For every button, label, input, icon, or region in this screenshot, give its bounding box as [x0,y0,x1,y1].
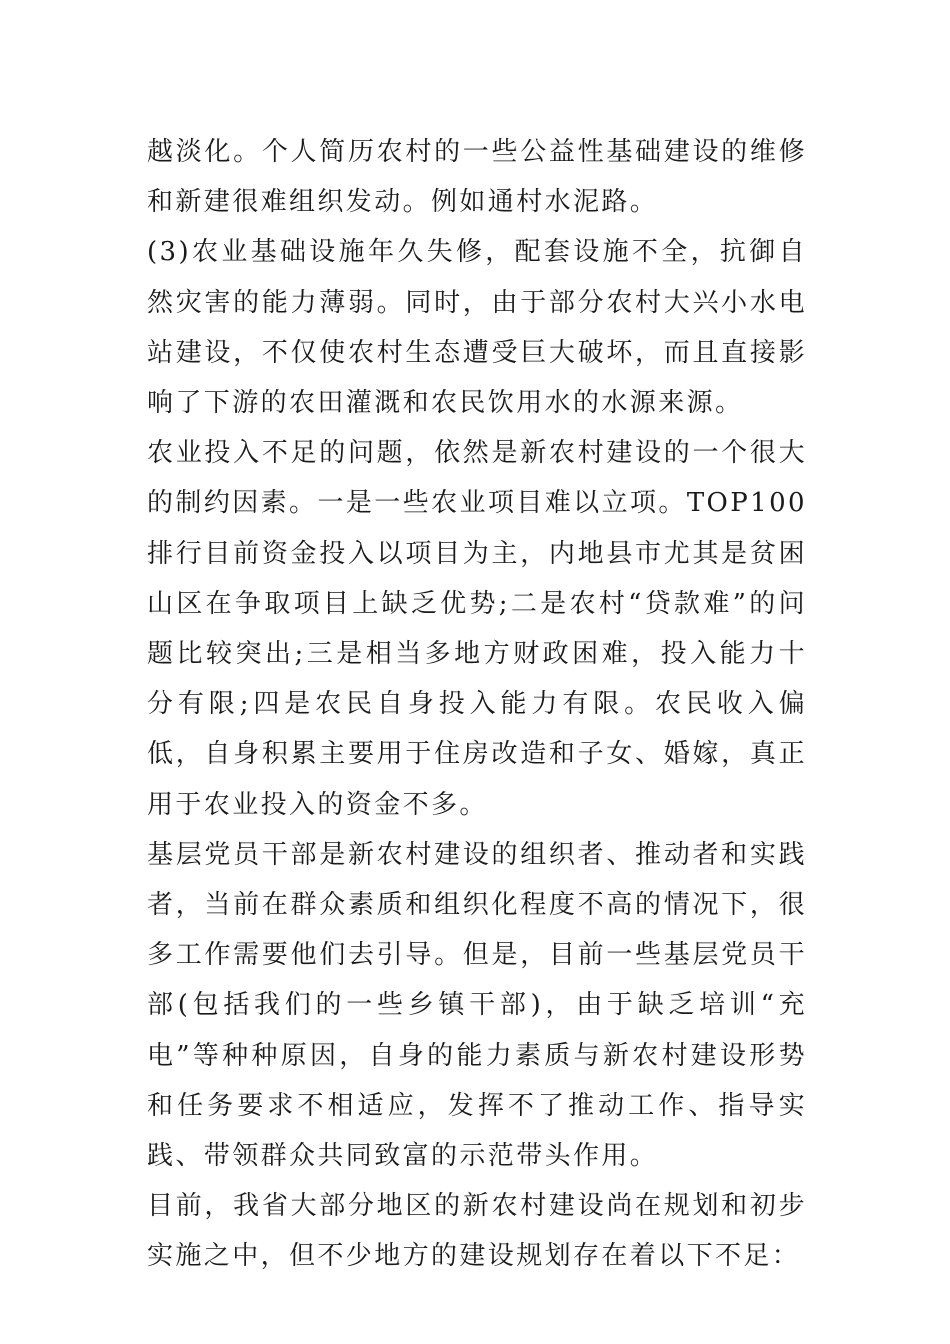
document-body [147,127,807,1282]
paragraph: 目前，我省大部分地区的新农村建设尚在规划和初步实施之中，但不少地方的建设规划存在着以下不足： [147,1191,807,1272]
paragraph: 越淡化。个人简历农村的一些公益性基础建设的维修和新建很难组织发动。例如通村水泥路。 [147,137,807,218]
paragraph: (3)农业基础设施年久失修，配套设施不全，抗御自然灾害的能力薄弱。同时，由于部分农村大兴小水电站建设，不仅使农村生态遭受巨大破坏，而且直接影响了下游的农田灌溉和农民饮用水的水源来源。 [147,237,807,419]
paragraph: 基层党员干部是新农村建设的组织者、推动者和实践者，当前在群众素质和组织化程度不高的情况下，很多工作需要他们去引导。但是，目前一些基层党员干部(包括我们的一些乡镇干部)，由于缺乏培训“充电”等种种原因，自身的能力素质与新农村建设形势和任务要求不相适应，发挥不了推动工作、指导实践、带领群众共同致富的示范带头作用。 [147,839,807,1172]
paragraph: 农业投入不足的问题，依然是新农村建设的一个很大的制约因素。一是一些农业项目难以立项。TOP100排行目前资金投入以项目为主，内地县市尤其是贫困山区在争取项目上缺乏优势;二是农村“贷款难”的问题比较突出;三是相当多地方财政困难，投入能力十分有限;四是农民自身投入能力有限。农民收入偏低，自身积累主要用于住房改造和子女、婚嫁，真正用于农业投入的资金不多。 [147,438,807,820]
